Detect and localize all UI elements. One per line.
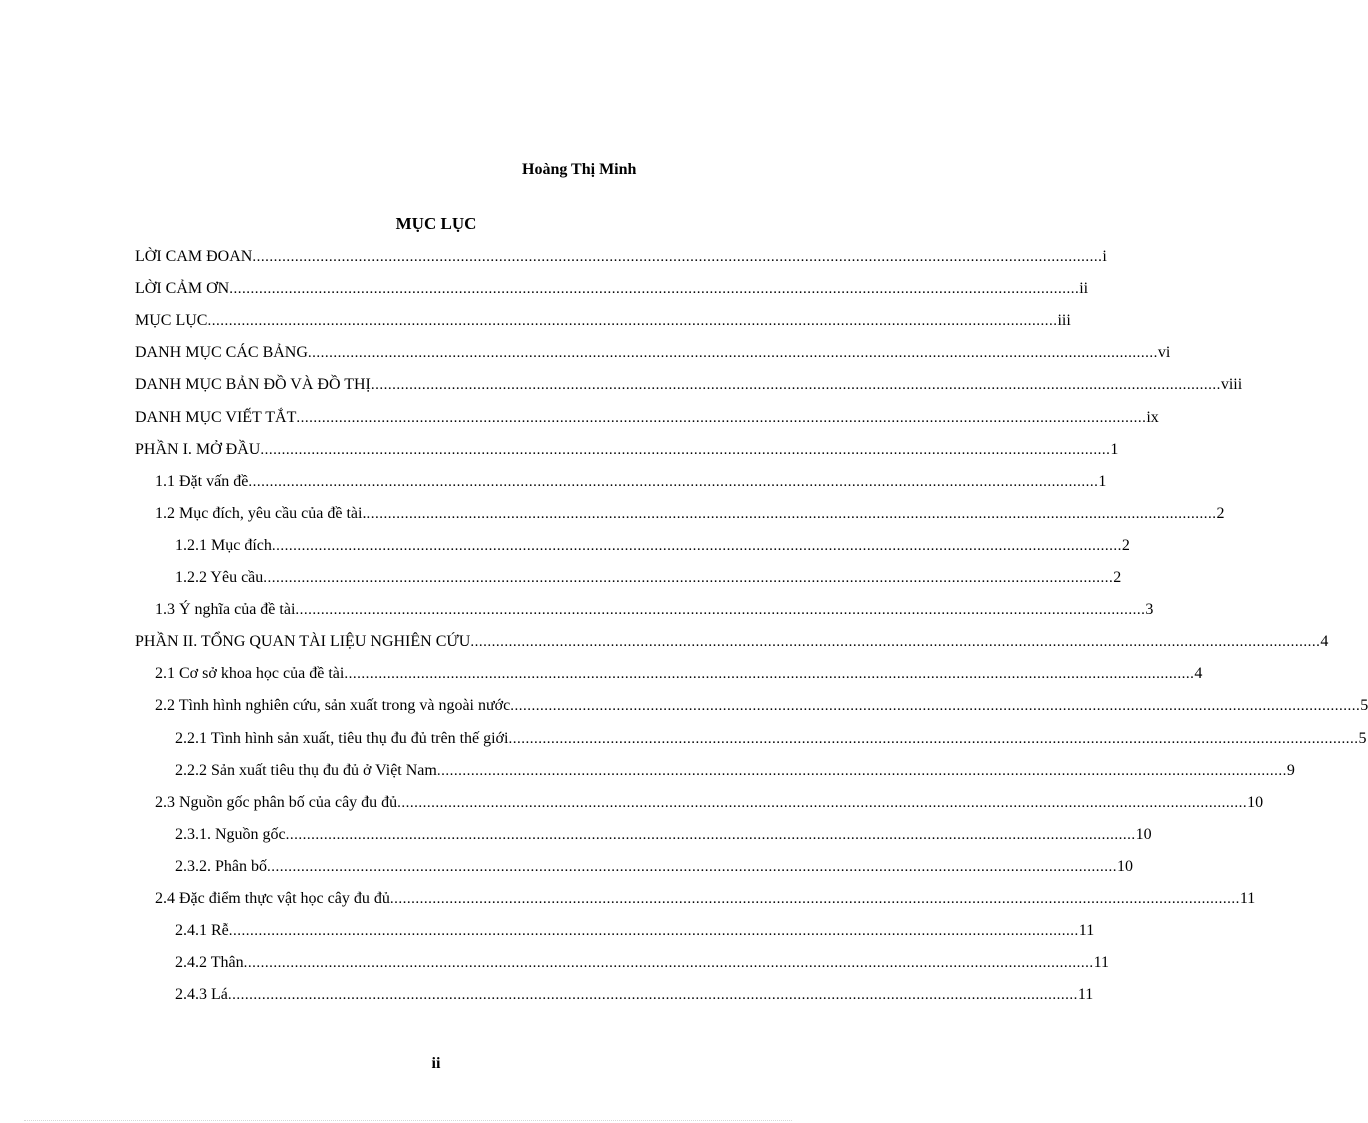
- toc-entry-label: DANH MỤC VIẾT TẮT: [135, 408, 297, 426]
- toc-dot-leader: ........................................................................................................................................................................................................: [252, 249, 1103, 265]
- toc-entry-page: 2: [1216, 504, 1225, 522]
- toc-entry-page: ix: [1146, 408, 1159, 426]
- toc-dot-leader: ........................................................................................................................................................................................................: [296, 409, 1147, 426]
- toc-entry-page: 2: [1113, 569, 1122, 586]
- toc-entry-label: 1.3 Ý nghĩa của đề tài: [155, 601, 296, 619]
- toc-entry[interactable]: [155, 791, 1264, 815]
- toc-dot-leader: ........................................................................................................................................................................................................: [228, 923, 1079, 940]
- toc-entry[interactable]: [175, 951, 1109, 975]
- toc-entry-page: ii: [1079, 280, 1089, 298]
- toc-entry-label: 2.4.2 Thân: [175, 954, 244, 972]
- toc-entry[interactable]: [175, 534, 1130, 558]
- toc-entry-page: 3: [1145, 601, 1154, 619]
- toc-entry[interactable]: [135, 245, 1107, 269]
- toc-entry-label: LỜI CAM ĐOAN: [135, 248, 253, 265]
- toc-entry-page: i: [1102, 248, 1107, 265]
- toc-entry-label: 1.2.2 Yêu cầu: [175, 569, 264, 586]
- toc-entry[interactable]: [175, 983, 1094, 1007]
- toc-dot-leader: ........................................................................................................................................................................................................: [397, 794, 1248, 811]
- toc-entry-label: 2.4.3 Lá: [175, 986, 228, 1004]
- toc-entry-label: DANH MỤC CÁC BẢNG: [135, 344, 308, 362]
- toc-dot-leader: ........................................................................................................................................................................................................: [389, 891, 1240, 907]
- toc-entry[interactable]: [175, 823, 1152, 847]
- toc-entry[interactable]: [155, 887, 1256, 911]
- toc-entry-label: 2.1 Cơ sở khoa học của đề tài: [155, 665, 345, 683]
- toc-entry-page: 4: [1194, 665, 1203, 683]
- toc-entry[interactable]: [155, 598, 1154, 622]
- toc-entry-page: 1: [1098, 472, 1107, 490]
- toc-dot-leader: ........................................................................................................................................................................................................: [229, 281, 1080, 298]
- toc-entry-page: 11: [1239, 890, 1256, 907]
- toc-dot-leader: ........................................................................................................................................................................................................: [260, 441, 1111, 458]
- toc-entry[interactable]: [155, 662, 1203, 686]
- toc-entry-page: viii: [1220, 376, 1243, 394]
- toc-entry-label: PHẦN II. TỔNG QUAN TÀI LIỆU NGHIÊN CỨU: [135, 633, 471, 651]
- page-number: ii: [431, 1055, 441, 1072]
- toc-entry[interactable]: [135, 406, 1159, 430]
- toc-entry-label: 2.4.1 Rễ: [175, 922, 229, 940]
- toc-dot-leader: ........................................................................................................................................................................................................: [510, 698, 1361, 715]
- toc-entry-page: iii: [1057, 312, 1071, 330]
- toc-dot-leader: ........................................................................................................................................................................................................: [370, 377, 1221, 394]
- toc-entry-label: 2.3.1. Nguồn gốc: [175, 825, 286, 843]
- toc-entry-label: 2.3.2. Phân bố: [175, 857, 267, 875]
- toc-entry-label: 1.2 Mục đích, yêu cầu của đề tài.: [155, 504, 367, 522]
- toc-dot-leader: ........................................................................................................................................................................................................: [207, 313, 1058, 330]
- toc-entry-label: 1.1 Đặt vấn đề: [155, 472, 249, 490]
- toc-entry-page: 5: [1358, 729, 1367, 747]
- toc-dot-leader: ........................................................................................................................................................................................................: [508, 730, 1359, 747]
- toc-dot-leader: ........................................................................................................................................................................................................: [295, 602, 1146, 619]
- toc-dot-leader: ........................................................................................................................................................................................................: [263, 570, 1114, 586]
- toc-entry[interactable]: [175, 566, 1122, 590]
- toc-entry-page: 5: [1360, 697, 1368, 715]
- toc-dot-leader: ........................................................................................................................................................................................................: [248, 473, 1099, 490]
- toc-dot-leader: ........................................................................................................................................................................................................: [285, 826, 1136, 843]
- toc-entry[interactable]: [135, 277, 1089, 301]
- toc-entry-page: 11: [1078, 922, 1095, 940]
- toc-entry-label: DANH MỤC BẢN ĐỒ VÀ ĐỒ THỊ: [135, 376, 371, 394]
- toc-entry[interactable]: [175, 727, 1367, 751]
- toc-dot-leader: ........................................................................................................................................................................................................: [243, 955, 1094, 972]
- toc-entry-page: 10: [1247, 793, 1264, 811]
- toc-dot-leader: ........................................................................................................................................................................................................: [436, 762, 1287, 779]
- toc-entry-page: 10: [1117, 857, 1133, 875]
- toc-entry[interactable]: [175, 919, 1095, 943]
- toc-entry-page: 4: [1320, 633, 1329, 651]
- toc-dot-leader: ........................................................................................................................................................................................................: [267, 858, 1117, 875]
- toc-dot-leader: ........................................................................................................................................................................................................: [366, 505, 1217, 522]
- toc-entry-page: 11: [1077, 986, 1094, 1004]
- toc-dot-leader: ........................................................................................................................................................................................................: [227, 987, 1078, 1004]
- toc-entry[interactable]: [135, 341, 1171, 365]
- toc-entry-label: 1.2.1 Mục đích: [175, 536, 272, 554]
- toc-entry-label: 2.2.2 Sản xuất tiêu thụ đu đủ ở Việt Nam: [175, 761, 437, 779]
- toc-entry[interactable]: [135, 309, 1071, 333]
- toc-entry[interactable]: [155, 470, 1107, 494]
- toc-entry-page: 1: [1110, 440, 1119, 458]
- toc-entry-label: MỤC LỤC: [135, 312, 208, 330]
- toc-entry[interactable]: [155, 502, 1225, 526]
- toc-entry-label: PHẦN I. MỞ ĐẦU: [135, 440, 261, 458]
- toc-entry-label: 2.2.1 Tình hình sản xuất, tiêu thụ đu đủ trên thế giới: [175, 729, 509, 747]
- toc-title: MỤC LỤC: [395, 214, 477, 233]
- toc-entry-page: 2: [1121, 536, 1130, 554]
- toc-entry-label: 2.3 Nguồn gốc phân bố của cây đu đủ: [155, 793, 398, 811]
- toc-entry-page: 9: [1286, 761, 1295, 779]
- toc-entry[interactable]: [175, 855, 1133, 879]
- toc-dot-leader: ........................................................................................................................................................................................................: [344, 666, 1195, 683]
- toc-entry[interactable]: [135, 438, 1119, 462]
- toc-entry[interactable]: [155, 694, 1368, 718]
- toc-entry-label: LỜI CẢM ƠN: [135, 280, 230, 298]
- toc-entry-label: 2.2 Tình hình nghiên cứu, sản xuất trong và ngoài nước: [155, 697, 511, 715]
- toc-entry-label: 2.4 Đặc điểm thực vật học cây đu đủ: [155, 890, 390, 907]
- toc-entry[interactable]: [175, 759, 1295, 783]
- toc-entry[interactable]: [135, 373, 1243, 397]
- toc-dot-leader: ........................................................................................................................................................................................................: [307, 345, 1158, 362]
- toc-entry-page: vi: [1157, 344, 1171, 362]
- toc-entry-page: 11: [1093, 954, 1109, 972]
- toc-entry-page: 10: [1135, 825, 1152, 843]
- toc-dot-leader: ........................................................................................................................................................................................................: [271, 537, 1122, 554]
- toc-dot-leader: ........................................................................................................................................................................................................: [470, 634, 1321, 651]
- toc-entry[interactable]: [135, 630, 1329, 654]
- author-name: Hoàng Thị Minh: [522, 161, 637, 178]
- page-edge-divider: [24, 1120, 792, 1121]
